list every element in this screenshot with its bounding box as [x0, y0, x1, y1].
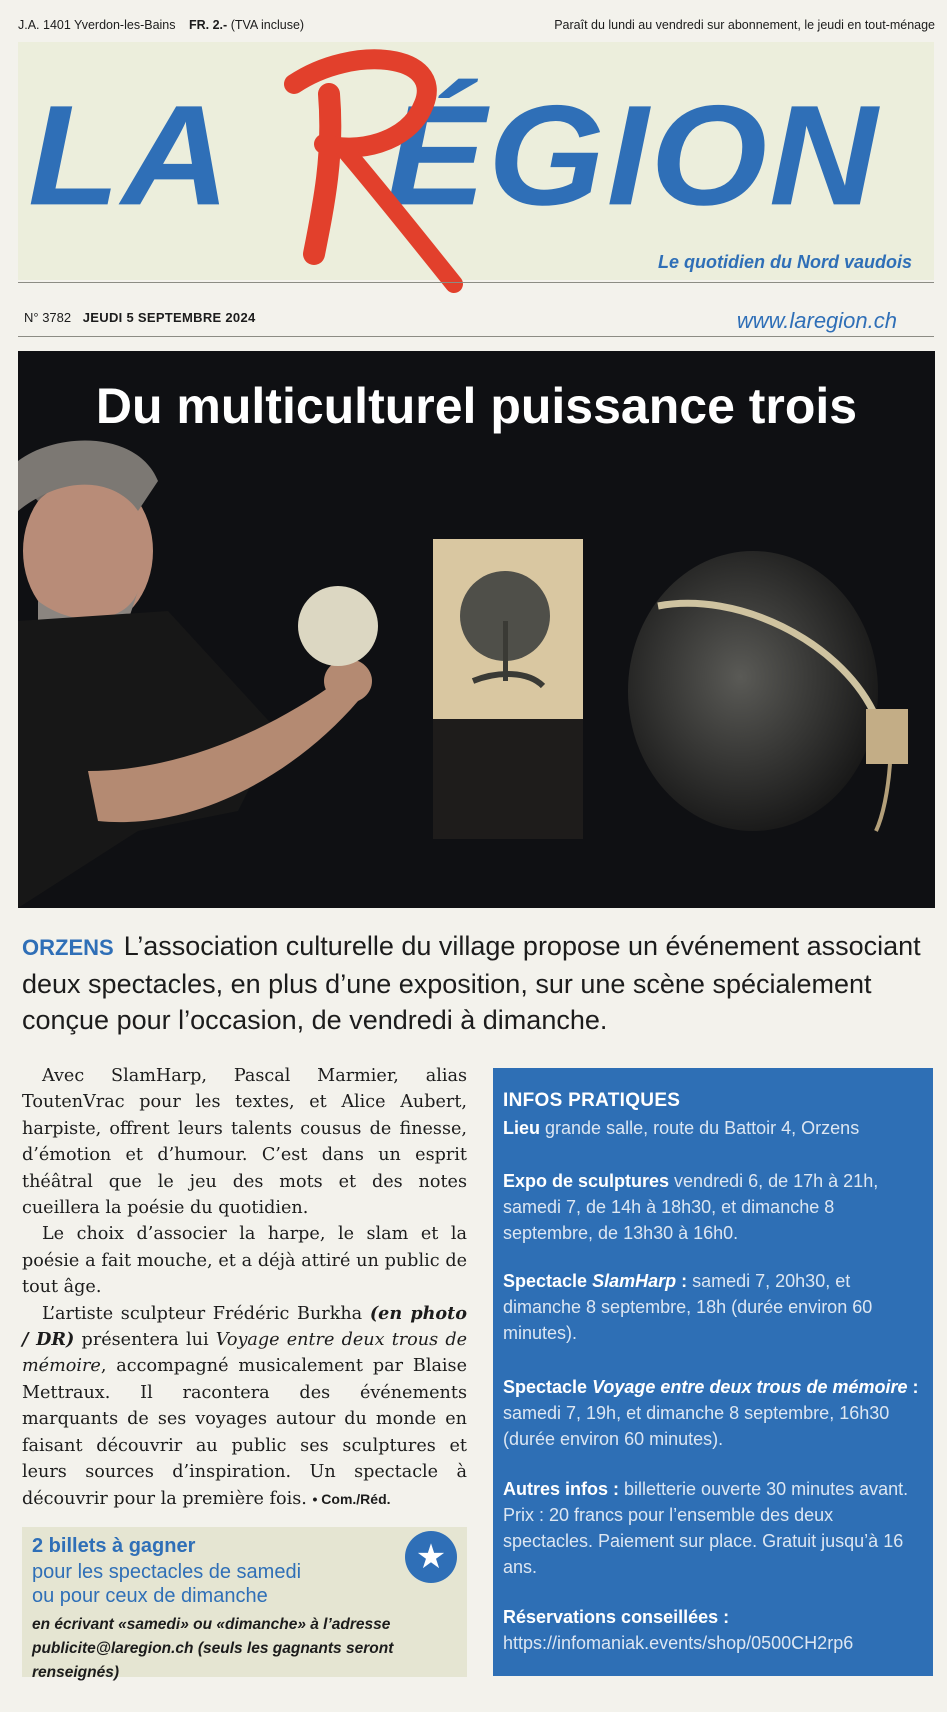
top-info-line	[18, 18, 935, 36]
logo-region: ÉGION	[385, 75, 880, 235]
publication-note: Paraît du lundi au vendredi sur abonnement, le jeudi en tout-ménage	[554, 18, 935, 32]
paragraph	[22, 1301, 467, 1512]
postal-code: J.A. 1401 Yverdon-les-Bains	[18, 18, 176, 32]
photo-credit: (en photo / DR)	[22, 1302, 468, 1351]
issue-number: N° 3782	[24, 310, 72, 325]
info-value: vendredi 6, de 17h à 21h, samedi 7, de 14h à 18h30, et dimanche 8 septembre, de 13h30 à 16h0.	[503, 1171, 879, 1243]
paragraph: Le choix d’associer la harpe, le slam et la poésie a fait mouche, et a déjà attiré un public de tout âge.	[22, 1224, 467, 1298]
signature: • Com./Réd.	[312, 1490, 391, 1507]
divider	[18, 282, 934, 283]
info-label-text: Spectacle	[503, 1377, 593, 1397]
text-run: L’artiste sculpteur Frédéric Burkha	[42, 1303, 370, 1324]
issue-line	[24, 310, 264, 325]
photo-illustration	[18, 351, 935, 908]
info-label	[503, 1377, 919, 1397]
info-value: samedi 7, 19h, et dimanche 8 septembre, 16h30 (durée environ 60 minutes).	[503, 1403, 890, 1449]
headline: Du multiculturel puissance trois	[95, 378, 858, 434]
price: FR. 2.-	[189, 18, 228, 32]
contest-box	[22, 1527, 467, 1681]
contest-heading: 2 billets à gagner	[32, 1535, 196, 1557]
reservation-link[interactable]: https://infomaniak.events/shop/0500CH2rp6	[503, 1633, 854, 1653]
info-location	[503, 1115, 928, 1141]
lede-text: L’association culturelle du village propose un événement associant deux spectacles, en plus d’une exposition, sur une scène spécialement conçue pour l’occasion, de vendredi à dimanche.	[22, 931, 921, 1035]
issue-date: JEUDI 5 SEPTEMBRE 2024	[82, 310, 256, 325]
lede	[22, 928, 927, 1038]
info-label	[503, 1271, 687, 1291]
info-label-title: SlamHarp	[592, 1271, 677, 1291]
contest-instructions: en écrivant «samedi» ou «dimanche» à l’adresse publicite@laregion.ch (seuls les gagnants seront renseignés)	[32, 1616, 394, 1681]
masthead	[18, 42, 934, 280]
top-info-left	[18, 18, 304, 32]
info-label-title: Voyage entre deux trous de mémoire	[592, 1377, 908, 1397]
dateline-place: ORZENS	[22, 935, 114, 960]
logo-la: LA	[28, 75, 232, 235]
text-run: présentera lui	[74, 1330, 216, 1351]
info-label: Réservations conseillées :	[503, 1607, 730, 1627]
info-exhibition	[503, 1168, 928, 1246]
info-show-slamharp	[503, 1268, 928, 1346]
cover-photo	[18, 351, 935, 908]
info-reservations	[503, 1604, 928, 1656]
show-title: Voyage entre deux trous de mémoire	[22, 1330, 467, 1377]
article-body	[22, 1063, 467, 1512]
vat-note: (TVA incluse)	[230, 18, 305, 32]
info-heading: INFOS PRATIQUES	[503, 1090, 681, 1111]
info-label-text: :	[676, 1271, 688, 1291]
logo-r-brushstroke	[274, 34, 474, 294]
info-label-text: :	[907, 1377, 919, 1397]
info-label-text: Spectacle	[503, 1271, 593, 1291]
text-run: , accompagné musicalement par Blaise Mettraux. Il racontera des événements marquants de ses voyages autour du monde en faisant découvrir au public ses sculptures et leurs sources d’inspiration. Un spectacle à découvrir pour la première fois.	[22, 1356, 467, 1509]
info-label: Lieu	[503, 1118, 541, 1138]
contest-line: ou pour ceux de dimanche	[32, 1585, 268, 1607]
tagline: Le quotidien du Nord vaudois	[658, 252, 912, 272]
paragraph: Avec SlamHarp, Pascal Marmier, alias ToutenVrac pour les textes, et Alice Aubert, harpiste, offrent leurs talents cousus de finesse, d’émotion et d’humour. C’est dans un esprit théâtral que le jeu des mots et des notes cueillera la poésie du quotidien.	[22, 1066, 467, 1219]
info-show-voyage	[503, 1374, 928, 1452]
star-icon: ★	[405, 1531, 457, 1583]
info-value: samedi 7, 20h30, et dimanche 8 septembre, 18h (durée environ 60 minutes).	[503, 1271, 873, 1343]
divider	[18, 336, 934, 337]
website-link[interactable]: www.laregion.ch	[736, 308, 897, 333]
info-label: Autres infos :	[503, 1479, 620, 1499]
info-other	[503, 1476, 928, 1580]
info-value: grande salle, route du Battoir 4, Orzens	[540, 1118, 860, 1138]
contest-line: pour les spectacles de samedi	[32, 1561, 302, 1583]
info-box	[493, 1068, 933, 1676]
info-label: Expo de sculptures	[503, 1171, 670, 1191]
info-value: billetterie ouverte 30 minutes avant. Prix : 20 francs pour l’ensemble des deux spectacles. Paiement sur place. Gratuit jusqu’à 16 ans.	[503, 1479, 909, 1577]
